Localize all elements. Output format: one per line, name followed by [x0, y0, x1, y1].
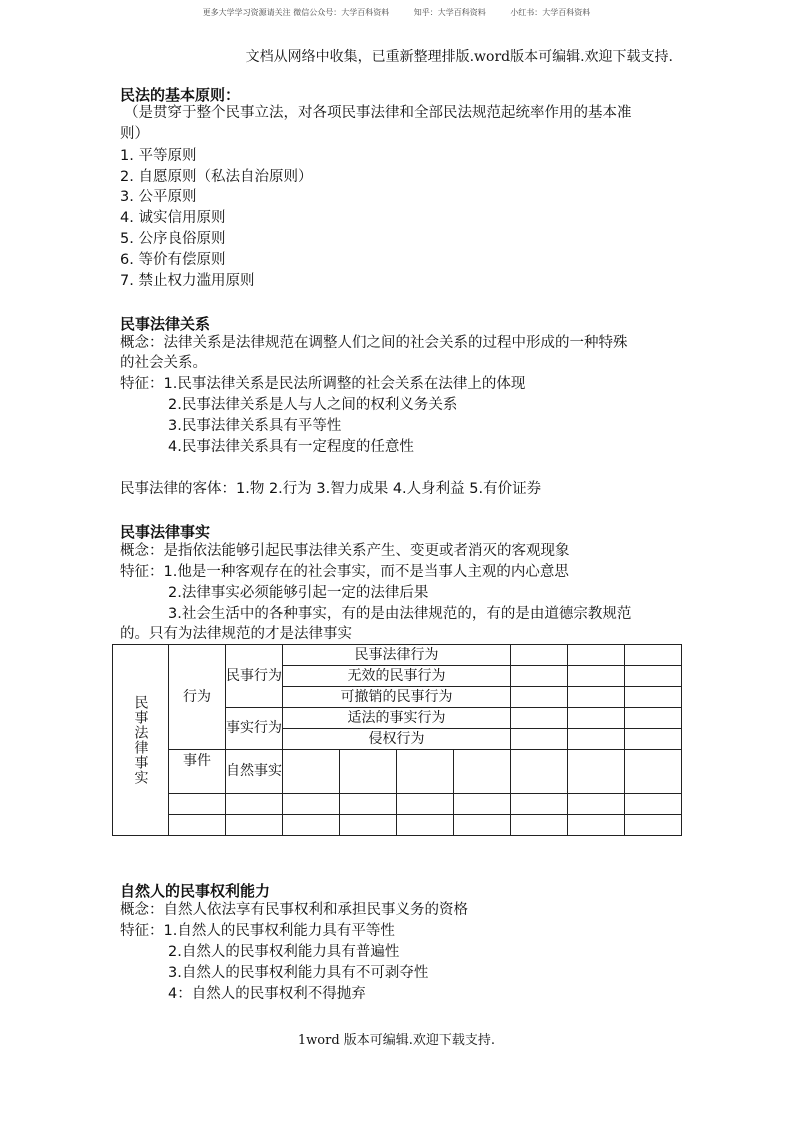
section4-title: 自然人的民事权利能力 [120, 882, 271, 900]
table-cell [397, 794, 454, 815]
table-cell-civil-item: 民事法律行为 [283, 645, 511, 666]
table-cell [169, 815, 226, 836]
table-cell [625, 708, 682, 729]
banner-text-1: 更多大学学习资源请关注 微信公众号：大学百科资料 [202, 8, 390, 17]
table-cell [454, 750, 511, 794]
table-civil-act-label: 民事行为 [226, 645, 283, 708]
principle-item: 5. 公序良俗原则 [120, 231, 226, 247]
table-cell-civil-item: 可撤销的民事行为 [283, 687, 511, 708]
table-cell [454, 794, 511, 815]
table-cell [226, 794, 283, 815]
table-cell [568, 815, 625, 836]
table-cell [568, 666, 625, 687]
section2-feature: 特征：1.民事法律关系是民法所调整的社会关系在法律上的体现 [120, 376, 526, 392]
section2-title: 民事法律关系 [120, 315, 211, 333]
header-note: 文档从网络中收集，已重新整理排版.word版本可编辑.欢迎下载支持. [245, 49, 673, 65]
table-cell [340, 815, 397, 836]
banner-text-3: 小红书：大学百科资料 [510, 8, 591, 17]
section2-feature: 4.民事法律关系具有一定程度的任意性 [168, 439, 414, 455]
section3-concept: 概念：是指依法能够引起民事法律关系产生、变更或者消灭的客观现象 [120, 543, 570, 559]
legal-fact-table [112, 644, 682, 836]
table-cell [511, 815, 568, 836]
principle-item: 4. 诚实信用原则 [120, 210, 226, 226]
table-cell [625, 666, 682, 687]
table-cell [511, 750, 568, 794]
table-cell [454, 815, 511, 836]
table-cell [283, 815, 340, 836]
table-cell [511, 645, 568, 666]
table-cell-fact-item: 侵权行为 [283, 729, 511, 750]
section2-concept-line2: 的社会关系。 [120, 355, 207, 371]
principle-item: 1. 平等原则 [120, 148, 197, 164]
table-cell [625, 729, 682, 750]
section4-concept: 概念：自然人依法享有民事权利和承担民事义务的资格 [120, 902, 468, 918]
table-cell [568, 750, 625, 794]
table-cell [511, 794, 568, 815]
table-cell [568, 645, 625, 666]
section3-feature: 3.社会生活中的各种事实，有的是由法律规范的，有的是由道德宗教规范 [168, 606, 632, 622]
table-cell [397, 815, 454, 836]
table-cell [283, 750, 340, 794]
table-cell-fact-item: 适法的事实行为 [283, 708, 511, 729]
table-fact-act-label: 事实行为 [226, 708, 283, 750]
table-cell [511, 729, 568, 750]
principle-item: 7. 禁止权力滥用原则 [120, 273, 255, 289]
section2-feature: 2.民事法律关系是人与人之间的权利义务关系 [168, 397, 458, 413]
table-act-label: 行为 [169, 645, 226, 750]
section3-feature: 2.法律事实必须能够引起一定的法律后果 [168, 585, 429, 601]
table-cell [169, 794, 226, 815]
table-cell [568, 794, 625, 815]
table-natural-fact-label: 自然事实 [226, 750, 283, 794]
table-cell [397, 750, 454, 794]
table-cell [511, 666, 568, 687]
table-cell [511, 687, 568, 708]
table-cell [568, 708, 625, 729]
section1-intro-line1: （是贯穿于整个民事立法，对各项民事法律和全部民法规范起统率作用的基本准 [124, 105, 632, 121]
section3-feature-cont: 的。只有为法律规范的才是法律事实 [120, 626, 352, 642]
table-event-label: 事件 [169, 750, 226, 794]
table-cell [283, 794, 340, 815]
table-cell [625, 750, 682, 794]
table-cell [226, 815, 283, 836]
top-banner [0, 7, 793, 18]
banner-text-2: 知乎：大学百科资料 [413, 8, 486, 17]
table-cell [568, 729, 625, 750]
principle-item: 3. 公平原则 [120, 189, 197, 205]
table-cell [568, 687, 625, 708]
section4-feature: 3.自然人的民事权利能力具有不可剥夺性 [168, 965, 429, 981]
principle-item: 6. 等价有偿原则 [120, 252, 226, 268]
section2-concept-line1: 概念：法律关系是法律规范在调整人们之间的社会关系的过程中形成的一种特殊 [120, 335, 628, 351]
table-cell [625, 687, 682, 708]
table-cell [625, 815, 682, 836]
section3-feature: 特征：1.他是一种客观存在的社会事实，而不是当事人主观的内心意思 [120, 564, 569, 580]
table-cell [625, 645, 682, 666]
section1-intro-line2: 则） [120, 126, 149, 142]
section3-title: 民事法律事实 [120, 523, 211, 541]
page-footer: 1word 版本可编辑.欢迎下载支持. [297, 1033, 496, 1048]
table-cell [511, 708, 568, 729]
table-root-label: 民事法律事实 [132, 695, 149, 785]
table-cell [625, 794, 682, 815]
table-cell [340, 750, 397, 794]
table-root-cell [113, 645, 169, 836]
section2-objects: 民事法律的客体：1.物 2.行为 3.智力成果 4.人身利益 5.有价证券 [120, 481, 542, 497]
principle-item: 2. 自愿原则（私法自治原则） [120, 169, 313, 185]
section4-feature: 特征：1.自然人的民事权利能力具有平等性 [120, 923, 395, 939]
section4-feature: 4：自然人的民事权利不得抛弃 [168, 986, 366, 1002]
table-cell-civil-item: 无效的民事行为 [283, 666, 511, 687]
section1-title: 民法的基本原则： [120, 86, 241, 104]
section4-feature: 2.自然人的民事权利能力具有普遍性 [168, 944, 400, 960]
table-cell [340, 794, 397, 815]
section2-feature: 3.民事法律关系具有平等性 [168, 418, 342, 434]
